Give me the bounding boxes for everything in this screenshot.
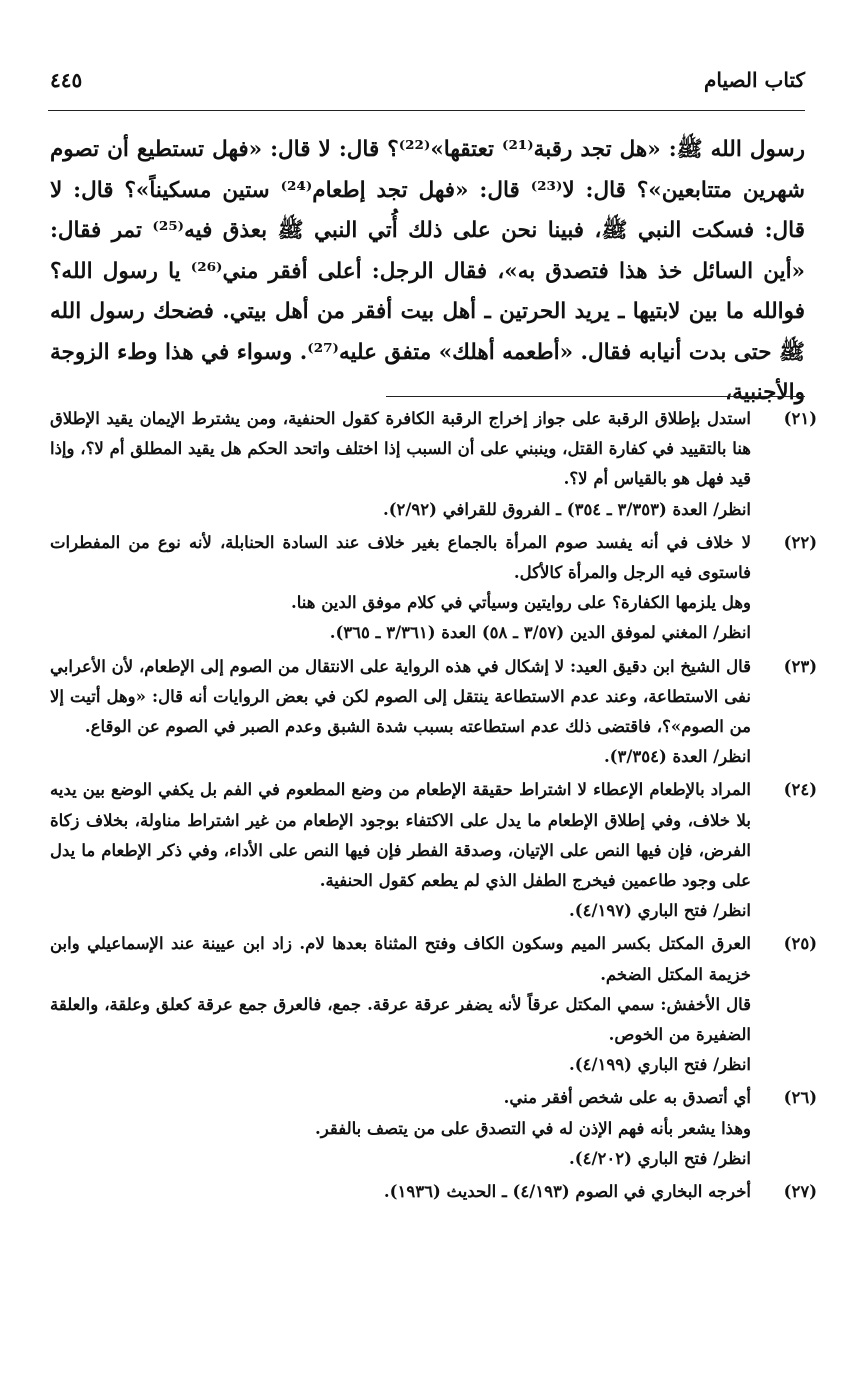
main-text-block bbox=[50, 130, 805, 414]
footnote-line: وهل يلزمها الكفارة؟ على روايتين وسيأتي في كلام موفق الدين هنا. bbox=[291, 593, 751, 613]
footnote-body bbox=[50, 652, 751, 773]
footnote-line: قال الأخفش: سمي المكتل عرقاً لأنه يضفر عرقة عرقة. جمع، فالعرق جمع عرقة كعلق وعلقة، والعلقة الضفيرة من الخوص. bbox=[50, 994, 751, 1045]
footnote-separator bbox=[386, 396, 805, 397]
footnote-line: أخرجه البخاري في الصوم (٤/١٩٣) ـ الحديث (١٩٣٦). bbox=[383, 1182, 751, 1202]
footnote-line: العرق المكتل بكسر الميم وسكون الكاف وفتح المثناة بعدها لام. زاد ابن عيينة عند الإسماعيلي وابن خزيمة المكتل الضخم. bbox=[50, 934, 751, 984]
footnote-line: لا خلاف في أنه يفسد صوم المرأة بالجماع بغير خلاف عند السادة الحنابلة، لأنه نوع من المفطرات فاستوى فيه الرجل والمرأة كالأكل. bbox=[50, 532, 751, 583]
footnote-line: انظر/ المغني لموفق الدين (٣/٥٧ ـ ٥٨) العدة (٣/٣٦١ ـ ٣٦٥). bbox=[329, 623, 751, 643]
footnote-item bbox=[50, 652, 817, 773]
footnote-line: انظر/ فتح الباري (٤/١٩٩). bbox=[569, 1055, 751, 1075]
running-title: كتاب الصيام bbox=[704, 68, 805, 92]
footnote-body bbox=[50, 929, 751, 1080]
footnote-item bbox=[50, 1177, 817, 1207]
footnote-line: أي أتصدق به على شخص أفقر مني. bbox=[503, 1088, 751, 1108]
footnote-body bbox=[50, 775, 751, 926]
footnote-number: (٢٢) bbox=[783, 532, 817, 552]
footnote-line: انظر/ العدة (٣/٣٥٤). bbox=[603, 747, 751, 767]
footnote-item bbox=[50, 404, 817, 525]
footnote-line: انظر/ فتح الباري (٤/١٩٧). bbox=[569, 901, 751, 921]
footnote-number: (٢٤) bbox=[783, 780, 817, 800]
footnote-body bbox=[50, 1083, 751, 1174]
footnote-body bbox=[50, 404, 751, 525]
footnote-line: قال الشيخ ابن دقيق العيد: لا إشكال في هذه الرواية على الانتقال من الصوم إلى الإطعام، لأن الأعرابي نفى الاستطاعة، وعند عدم الاستطاعة ينتقل إلى الصوم لكن في بعض الروايات أنه قال: «وهل أتيت إلا من الصوم»؟، فاقتضى ذلك عدم استطاعته بسبب شدة الشبق وعدم الصبر في الصوم عن الوقاع. bbox=[50, 656, 751, 737]
footnote-body bbox=[50, 1177, 751, 1207]
page-number: ٤٤٥ bbox=[50, 68, 83, 92]
footnote-item bbox=[50, 1083, 817, 1174]
footnote-number: (٢٥) bbox=[783, 934, 817, 954]
page-header bbox=[50, 62, 805, 98]
footnote-line: المراد بالإطعام الإعطاء لا اشتراط حقيقة الإطعام من وضع المطعوم في الفم بل يكفي الوضع بين يديه بلا خلاف، وفي إطلاق الإطعام ما يدل على الاكتفاء بوجود الإطعام من غير اشتراط مناولة، بخلاف زكاة الفرض، فإن فيها النص على الإتيان، وصدقة الفطر فإن فيها النص على الأداء، وفي ذكر الإطعام ما يدل على وجود طاعمين فيخرج الطفل الذي لم يطعم كقول الحنفية. bbox=[50, 780, 751, 891]
footnote-line: انظر/ العدة (٣/٣٥٣ ـ ٣٥٤) ـ الفروق للقرافي (٢/٩٢). bbox=[382, 499, 751, 519]
main-paragraph: رسول الله ﷺ: «هل تجد رقبة⁽²¹⁾ تعتقها»⁽²²⁾؟ قال: لا قال: «فهل تستطيع أن تصوم شهرين متتابعين»؟ قال: لا⁽²³⁾ قال: «فهل تجد إطعام⁽²⁴⁾ ستين مسكيناً»؟ قال: لا قال: فسكت النبي ﷺ، فبينا نحن على ذلك أُتي النبي ﷺ بعذق فيه⁽²⁵⁾ تمر فقال: «أين السائل خذ هذا فتصدق به»، فقال الرجل: أعلى أفقر مني⁽²⁶⁾ يا رسول الله؟ فوالله ما بين لابتيها ـ يريد الحرتين ـ أهل بيت أفقر من أهل بيتي. فضحك رسول الله ﷺ حتى بدت أنيابه فقال. «أطعمه أهلك» متفق عليه⁽²⁷⁾. وسواء في هذا وطء الزوجة والأجنبية، bbox=[50, 137, 806, 405]
footnote-item bbox=[50, 929, 817, 1080]
footnote-number: (٢١) bbox=[783, 409, 817, 428]
footnote-body bbox=[50, 528, 751, 649]
footnote-number: (٢٧) bbox=[783, 1182, 817, 1202]
footnote-number: (٢٣) bbox=[783, 656, 817, 676]
footnote-item bbox=[50, 775, 817, 926]
footnote-line: وهذا يشعر بأنه فهم الإذن له في التصدق على من يتصف بالفقر. bbox=[315, 1118, 751, 1138]
footnote-line: استدل بإطلاق الرقبة على جواز إخراج الرقبة الكافرة كقول الحنفية، ومن يشترط الإيمان يقيد الإطلاق هنا بالتقييد في كفارة القتل، وينبني على أن السبب إذا اختلف واتحد الحكم هل يقيد المطلق أم لا؟، وإذا قيد فهل هو بالقياس أم لا؟. bbox=[50, 409, 751, 489]
footnote-number: (٢٦) bbox=[783, 1088, 817, 1108]
footnote-line: انظر/ فتح الباري (٤/٢٠٢). bbox=[569, 1148, 751, 1168]
footnotes-section bbox=[50, 404, 817, 1210]
header-rule bbox=[48, 110, 805, 111]
footnote-item bbox=[50, 528, 817, 649]
